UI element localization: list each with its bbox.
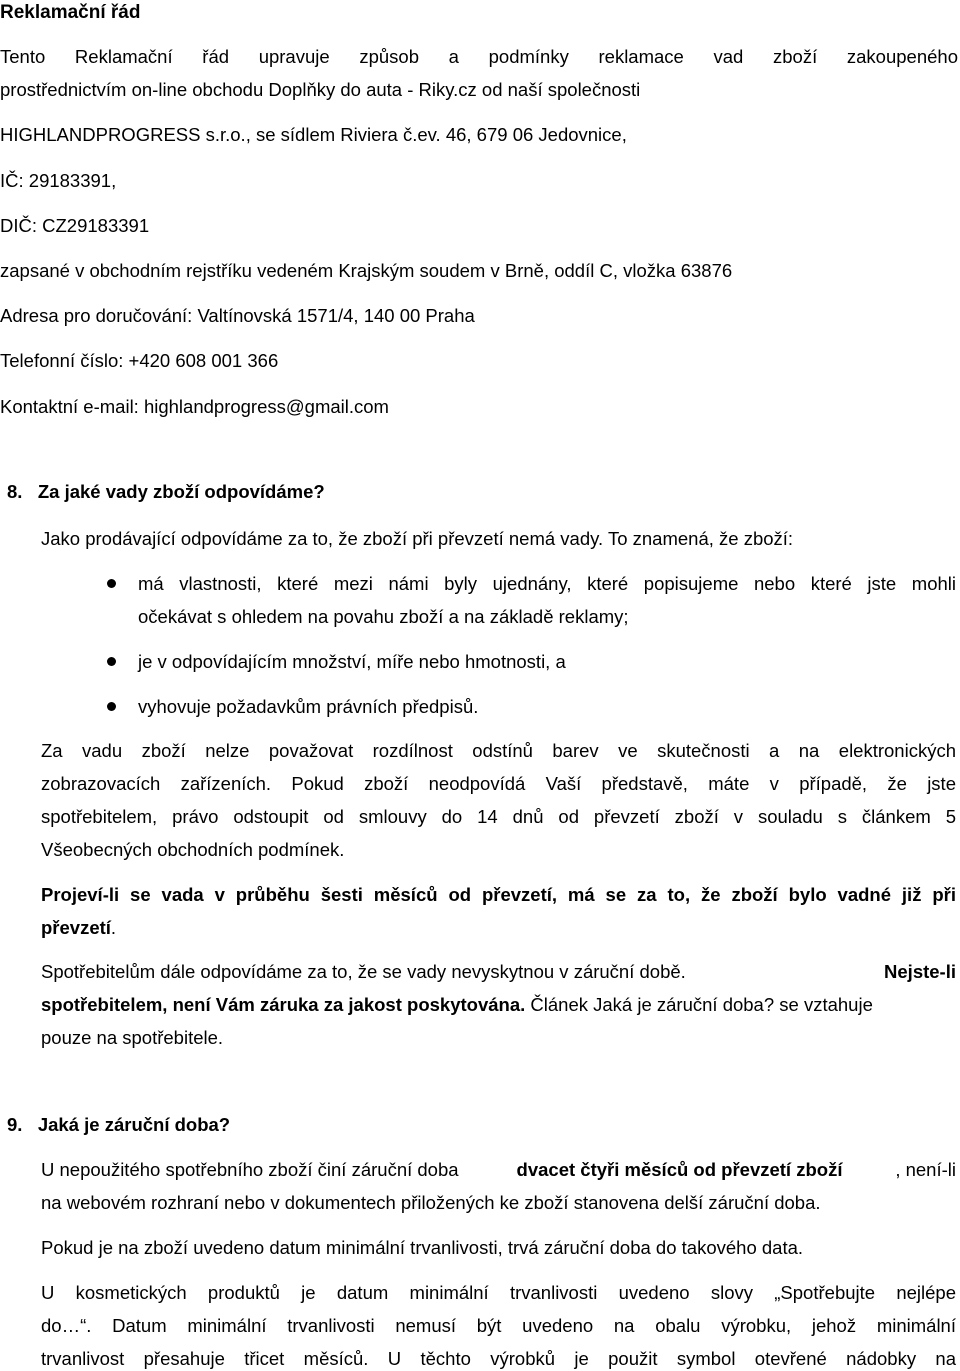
bold-text: dvacet čtyři měsíců od převzetí zboží [516, 1159, 843, 1180]
registry-info: zapsané v obchodním rejstříku vedeném Krajským soudem v Brně, oddíl C, vložka 63876 [0, 260, 733, 281]
intro-line-1: Tento Reklamační řád upravuje způsob a podmínky reklamace vad zboží zakoupeného [0, 46, 958, 67]
bullet-1-line-1: má vlastnosti, které mezi námi byly ujednány, které popisujeme nebo které jste mohli [138, 573, 956, 594]
section-8-para-3-line-2 [41, 916, 116, 940]
section-9-para-3-line-3: trvanlivost přesahuje třicet měsíců. U těchto výrobků je použit symbol otevřené nádobky na [41, 1348, 956, 1369]
section-8-para-1: Jako prodávající odpovídáme za to, že zboží při převzetí nemá vady. To znamená, že zboží: [41, 528, 794, 549]
bullet-2: je v odpovídajícím množství, míře nebo hmotnosti, a [138, 651, 566, 672]
bullet-icon [107, 702, 116, 711]
company-vat-id: DIČ: CZ29183391 [0, 215, 150, 236]
intro-line-3: HIGHLANDPROGRESS s.r.o., se sídlem Riviera č.ev. 46, 679 06 Jedovnice, [0, 124, 627, 145]
phone-number: Telefonní číslo: +420 608 001 366 [0, 350, 279, 371]
bullet-icon [107, 579, 116, 588]
text-span: U nepoužitého spotřebního zboží činí záruční doba [41, 1159, 464, 1180]
delivery-address: Adresa pro doručování: Valtínovská 1571/4, 140 00 Praha [0, 305, 475, 326]
company-id: IČ: 29183391, [0, 170, 117, 191]
section-8-para-2-line-1: Za vadu zboží nelze považovat rozdílnost odstínů barev ve skutečnosti a na elektronických [41, 740, 956, 761]
bullet-icon [107, 657, 116, 666]
section-8-para-3-line-1: Projeví-li se vada v průběhu šesti měsíců od převzetí, má se za to, že zboží bylo vadné již při [41, 884, 956, 905]
section-8-para-2-line-4: Všeobecných obchodních podmínek. [41, 839, 345, 860]
text-span: Článek Jaká je záruční doba? se vztahuje [525, 994, 873, 1015]
section-9-para-2: Pokud je na zboží uvedeno datum minimální trvanlivosti, trvá záruční doba do takového data. [41, 1237, 804, 1258]
bold-text: Nejste-li [884, 961, 956, 982]
bold-text: spotřebitelem, není Vám záruka za jakost poskytována. [41, 994, 526, 1015]
section-9-heading: 9. Jaká je záruční doba? [7, 1114, 231, 1135]
section-8-para-2-line-2: zobrazovacích zařízeních. Pokud zboží neodpovídá Vaší představě, máte v případě, že jste [41, 773, 956, 794]
intro-line-2: prostřednictvím on-line obchodu Doplňky do auta - Riky.cz od naší společnosti [0, 79, 641, 100]
bullet-3: vyhovuje požadavkům právních předpisů. [138, 696, 479, 717]
section-9-para-1-line-1 [41, 1158, 956, 1182]
document-title: Reklamační řád [0, 2, 141, 23]
text-span: Spotřebitelům dále odpovídáme za to, že se vady nevyskytnou v záruční době. [41, 961, 686, 982]
section-9-para-3-line-2: do…“. Datum minimální trvanlivosti nemusí být uvedeno na obalu výrobku, jehož minimální [41, 1315, 956, 1336]
contact-email: Kontaktní e-mail: highlandprogress@gmail.com [0, 396, 389, 417]
section-8-para-4-line-3: pouze na spotřebitele. [41, 1027, 224, 1048]
section-9-para-1-line-2: na webovém rozhraní nebo v dokumentech přiložených ke zboží stanovena delší záruční doba. [41, 1192, 821, 1213]
section-8-heading: 8. Za jaké vady zboží odpovídáme? [7, 481, 325, 502]
text-span: , není-li [895, 1159, 956, 1180]
section-9-para-3-line-1: U kosmetických produktů je datum minimální trvanlivosti uvedeno slovy „Spotřebujte nejlépe [41, 1282, 956, 1303]
section-8-para-4-line-2 [41, 993, 873, 1017]
section-8-para-4-line-1 [41, 960, 956, 984]
bold-text: převzetí [41, 917, 111, 938]
section-8-para-2-line-3: spotřebitelem, právo odstoupit od smlouvy do 14 dnů od převzetí zboží v souladu s článkem 5 [41, 806, 956, 827]
bullet-1-line-2: očekávat s ohledem na povahu zboží a na základě reklamy; [138, 606, 629, 627]
period-text: . [110, 917, 117, 938]
